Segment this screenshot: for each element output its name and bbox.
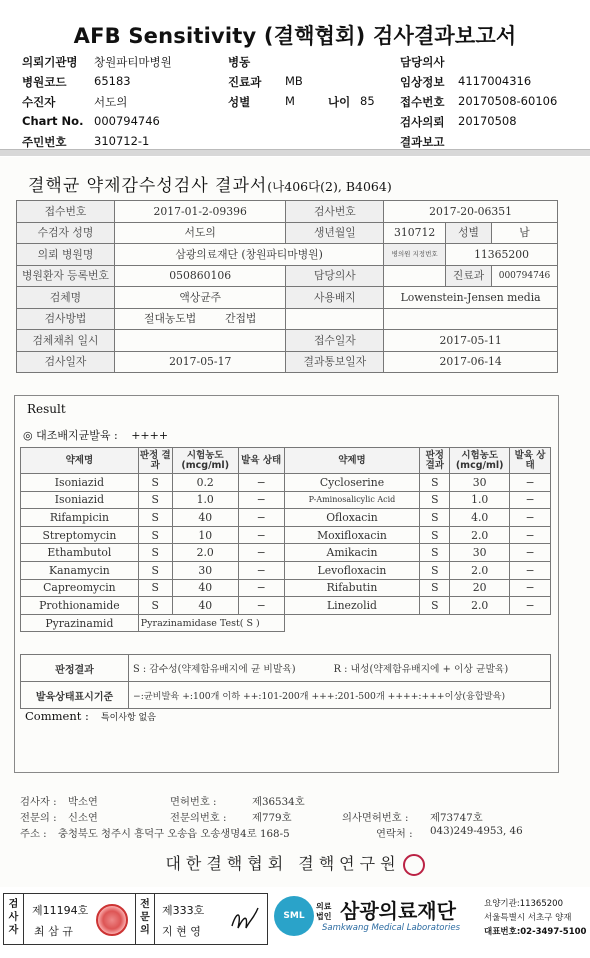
organization-name-en: Samkwang Medical Laboratories [322,923,461,933]
meta-label: 병원코드 [22,75,67,89]
drug-cell: S [420,579,450,597]
drug-cell: 40 [172,509,238,527]
signature-strip [0,890,590,950]
footer-value: 제36534호 [252,796,305,808]
vert-char: 의 [140,925,150,936]
meta-value: 65183 [94,74,131,88]
comment-label: Comment : [25,709,89,723]
drug-cell: − [238,509,284,527]
cell-label: 접수번호 [17,201,115,223]
cell-label: 접수일자 [286,330,384,352]
meta-value: 20170508 [458,114,517,128]
meta-value: 000794746 [94,114,160,128]
cell-label: 검사방법 [17,308,115,330]
drug-name: Kanamycin [21,561,139,579]
footer-value: 박소연 [68,796,98,808]
drug-cell: 1.0 [450,491,510,509]
drug-cell: S [138,579,172,597]
drug-cell: − [238,526,284,544]
drug-cell: − [510,561,551,579]
cell-value: 2017-06-14 [384,351,558,373]
drug-cell: S [420,474,450,492]
cell-label: 병원환자 등록번호 [17,265,115,287]
table-row [21,509,551,527]
meta-label: 나이 [328,95,351,109]
drug-name: Moxifloxacin [284,526,420,544]
vert-char: 사 [8,912,19,923]
drug-name: Ethambutol [21,544,139,562]
cell-value: 삼광의료재단 (창원파티마병원) [114,244,383,266]
drug-cell: − [238,544,284,562]
legend-value: −:균비발육 +:100개 이하 ++:101-200개 +++:201-500개 ++++:+++이상(융합발육) [129,682,551,709]
cell-label: 담당의사 [286,265,384,287]
drug-cell: S [138,474,172,492]
drug-cell: − [238,579,284,597]
specialist-vertical-label [135,894,155,944]
legend-label: 발육상태표시기준 [21,682,129,709]
footer-value: 충청북도 청주시 흥덕구 오송읍 오송생명4로 168-5 [58,828,290,840]
drug-cell: S [420,509,450,527]
footer-value: 제73747호 [430,812,483,824]
specialist-number: 제333호 [162,904,205,917]
table-row [21,597,551,615]
drug-cell: 0.2 [172,474,238,492]
meta-value: MB [285,74,303,88]
tester-vertical-label [4,894,24,944]
column-header: 약제명 [21,448,139,474]
meta-value: 20170508-60106 [458,94,558,108]
table-row [21,474,551,492]
table-row [21,491,551,509]
drug-name: Cycloserine [284,474,420,492]
drug-cell: S [420,526,450,544]
drug-name: Capreomycin [21,579,139,597]
drug-cell: 4.0 [450,509,510,527]
legend-value [129,655,551,682]
tester-name: 최 삼 규 [34,925,73,938]
meta-label: 성별 [228,95,251,109]
footer-label: 전문의번호 : [170,812,227,824]
meta-label: 접수번호 [400,95,445,109]
contact-line: 서울특별시 서초구 양재 [484,913,572,923]
cell-value [384,265,446,287]
footer-value: 제779호 [252,812,292,824]
drug-name: Streptomycin [21,526,139,544]
cell-value: 2017-01-2-09396 [114,201,286,223]
drug-cell: S [138,491,172,509]
sml-logo-icon: SML [274,896,314,936]
meta-row [22,112,582,132]
meta-row [22,92,582,112]
drug-name: Linezolid [284,597,420,615]
meta-label: 결과보고 [400,135,445,149]
organization-name: 삼광의료재단 [340,899,456,923]
table-row [17,222,558,244]
method-1: 절대농도법 [144,312,197,326]
column-header: 시험농도 (mcg/ml) [172,448,238,474]
table-row [21,544,551,562]
meta-label: 담당의사 [400,55,445,69]
comment-value: 특이사항 없음 [100,713,156,723]
meta-label: 주민번호 [22,135,67,149]
column-header: 판정 결과 [138,448,172,474]
footer-value: 043)249-4953, 46 [430,825,523,837]
drug-cell: − [238,474,284,492]
footer-label: 면허번호 : [170,796,217,808]
drug-name: P-Aminosalicylic Acid [284,491,420,509]
meta-label: 진료과 [228,75,262,89]
meta-label: 의뢰기관명 [22,55,78,69]
pza-test-cell: Pyrazinamidase Test( S ) [138,614,284,632]
drug-name: Rifabutin [284,579,420,597]
column-header: 약제명 [284,448,420,474]
association-name [0,851,590,876]
table-row [21,655,551,682]
drug-cell: 30 [450,544,510,562]
column-header: 판정 결과 [420,448,450,474]
scanned-report [0,157,590,887]
drug-cell: 2.0 [450,597,510,615]
cell-label: 검사번호 [286,201,384,223]
cell-label: 수검자 성명 [17,222,115,244]
table-row [17,265,558,287]
red-seal-icon [96,904,128,936]
patient-info-table [16,200,558,373]
table-row [21,614,551,632]
cell-empty [286,308,384,330]
meta-block [22,52,582,152]
drug-cell: − [238,597,284,615]
meta-value: 서도의 [94,95,128,109]
meta-value: 창원파티마병원 [94,55,172,69]
drug-cell: − [510,597,551,615]
footer-label: 연락처 : [376,828,413,840]
meta-label: 검사의뢰 [400,115,445,129]
cell-label: 병의원 지정번호 [384,244,446,266]
table-row [21,561,551,579]
cell-label: 사용배지 [286,287,384,309]
vert-char: 검 [8,899,19,910]
result-label: Result [27,402,66,416]
footer-label: 검사자 : [20,796,57,808]
drug-table [20,447,551,632]
table-row [21,682,551,709]
drug-cell: − [510,544,551,562]
drug-cell: 20 [450,579,510,597]
contact-line: 요양기관:11365200 [484,899,563,909]
drug-table-body [21,448,551,632]
drug-cell: S [420,561,450,579]
cell-value: 서도의 [114,222,286,244]
cell-value: 2017-05-11 [384,330,558,352]
column-header: 시험농도 (mcg/ml) [450,448,510,474]
drug-cell: − [510,579,551,597]
cell-empty [284,614,550,632]
drug-cell: S [138,544,172,562]
meta-label: 병동 [228,55,251,69]
drug-name: Levofloxacin [284,561,420,579]
drug-cell: 2.0 [172,544,238,562]
footer-label: 주소 : [20,828,47,840]
culture-value: ++++ [131,429,169,442]
table-row [17,201,558,223]
drug-cell: 30 [450,474,510,492]
drug-cell: 2.0 [450,526,510,544]
report-title: AFB Sensitivity (결핵협회) 검사결과보고서 [73,24,517,48]
cell-empty [384,308,558,330]
drug-name: Isoniazid [21,474,139,492]
scan-title [28,171,392,196]
drug-cell: − [510,526,551,544]
cell-value: 2017-05-17 [114,351,286,373]
drug-name: Ofloxacin [284,509,420,527]
result-box [14,395,559,773]
scan-title-text: 결핵균 약제감수성검사 결과서 [28,176,268,196]
table-row [21,579,551,597]
drug-cell: − [510,509,551,527]
table-row [21,526,551,544]
table-row [17,330,558,352]
cell-value: 11365200 [446,244,558,266]
scan-title-code: (나406다(2), B4064) [267,179,392,194]
drug-name: Prothionamide [21,597,139,615]
meta-label: 수진자 [22,95,56,109]
legend-label: 판정결과 [21,655,129,682]
cell-value: 남 [492,222,558,244]
meta-value: M [285,94,295,108]
drug-cell: S [138,509,172,527]
legend-s: S : 감수성(약제함유배지에 균 비발육) [133,664,296,675]
cell-value: 310712 [384,222,446,244]
cell-value: 2017-20-06351 [384,201,558,223]
cell-label: 검체명 [17,287,115,309]
contact-line: 대표번호:02-3497-5100 [484,927,587,937]
vert-char: 자 [8,925,19,936]
cell-label: 성별 [446,222,492,244]
drug-name: Amikacin [284,544,420,562]
cell-value: Lowenstein-Jensen media [384,287,558,309]
cell-label: 검체채취 일시 [17,330,115,352]
cell-label: 결과통보일자 [286,351,384,373]
drug-cell: S [420,544,450,562]
culture-line [23,427,168,443]
cell-label: 진료과 [446,265,492,287]
association-text: 대한결핵협회 결핵연구원 [165,854,401,873]
drug-cell: − [238,561,284,579]
meta-value: 4117004316 [458,74,532,88]
cell-value: 액상균주 [114,287,286,309]
cell-label: 생년월일 [286,222,384,244]
cell-label: 검사일자 [17,351,115,373]
table-row [17,308,558,330]
meta-row [22,72,582,92]
drug-name: Isoniazid [21,491,139,509]
drug-cell: S [138,561,172,579]
culture-label: ◎ 대조배지균발육 : [23,429,118,442]
drug-cell: − [238,491,284,509]
cell-label: 의뢰 병원명 [17,244,115,266]
drug-cell: 2.0 [450,561,510,579]
vert-char: 문 [140,912,150,923]
logo-subtitle: 의료 법인 [316,902,332,921]
column-header: 발육 상태 [238,448,284,474]
cell-value [114,330,286,352]
legend-table [20,654,551,709]
association-seal-icon [403,854,425,876]
table-row [17,287,558,309]
meta-label: Chart No. [22,114,84,128]
drug-cell: S [420,491,450,509]
drug-name: Rifampicin [21,509,139,527]
drug-cell: S [420,597,450,615]
vert-char: 전 [140,899,150,910]
drug-cell: − [510,474,551,492]
meta-row [22,52,582,72]
contact-info [484,897,586,939]
table-header-row [21,448,551,474]
drug-cell: S [138,526,172,544]
drug-cell: 40 [172,597,238,615]
meta-label: 임상정보 [400,75,445,89]
drug-cell: 30 [172,561,238,579]
method-2: 간접법 [225,312,257,326]
table-row [17,351,558,373]
drug-cell: 1.0 [172,491,238,509]
table-row [17,244,558,266]
drug-name: Pyrazinamid [21,614,139,632]
column-header: 발육 상태 [510,448,551,474]
specialist-name: 지 현 영 [162,925,201,938]
legend-r: R : 내성(약제함유배지에 + 이상 균발육) [333,664,509,675]
meta-value: 310712-1 [94,134,150,148]
cell-value: 000794746 [492,265,558,287]
tester-number: 제11194호 [32,904,89,917]
drug-cell: − [510,491,551,509]
signature-icon [228,902,264,936]
comment-line [25,709,156,723]
drug-cell: 10 [172,526,238,544]
footer-label: 전문의 : [20,812,57,824]
footer-label: 의사면허번호 : [342,812,409,824]
signature-box [3,893,268,945]
cell-value [114,308,286,330]
cell-value: 050860106 [114,265,286,287]
drug-cell: S [138,597,172,615]
section-divider [0,149,590,156]
footer-value: 신소연 [68,812,98,824]
drug-cell: 40 [172,579,238,597]
meta-value: 85 [360,94,375,108]
